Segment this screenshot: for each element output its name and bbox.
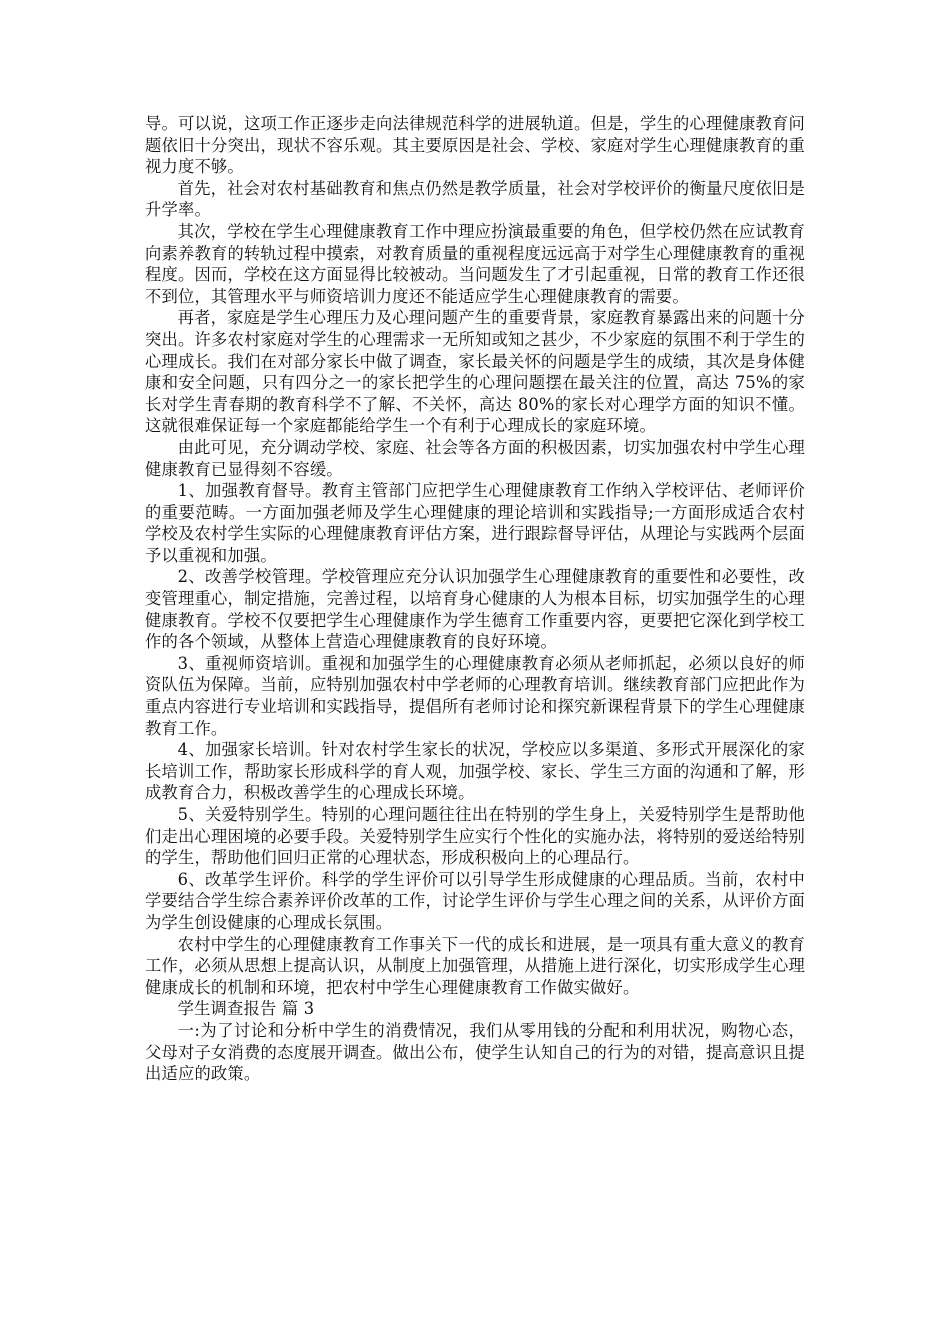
- paragraph-measure-2: 2、改善学校管理。学校管理应充分认识加强学生心理健康教育的重要性和必要性，改变管理重心，制定措施，完善过程，以培育身心健康的人为根本目标，切实加强学生的心理健康教育。学校不仅要把学生心理健康作为学生德育工作重要内容，更要把它深化到学校工作的各个领域，从整体上营造心理健康教育的良好环境。: [145, 567, 805, 652]
- paragraph-survey-intro: 一:为了讨论和分析中学生的消费情况，我们从零用钱的分配和利用状况，购物心态，父母对子女消费的态度展开调查。做出公布，使学生认知自己的行为的对错，提高意识且提出适应的政策。: [145, 1020, 805, 1084]
- paragraph-measure-1: 1、加强教育督导。教育主管部门应把学生心理健康教育工作纳入学校评估、老师评价的重要范畴。一方面加强老师及学生心理健康的理论培训和实践指导;一方面形成适合农村学校及农村学生实际的心理健康教育评估方案，进行跟踪督导评估，从理论与实践两个层面予以重视和加强。: [145, 481, 805, 565]
- paragraph-measure-6: 6、改革学生评价。科学的学生评价可以引导学生形成健康的心理品质。当前，农村中学要结合学生综合素养评价改革的工作，讨论学生评价与学生心理之间的关系，从评价方面为学生创设健康的心理成长氛围。: [145, 869, 805, 932]
- paragraph-continuation: 导。可以说，这项工作正逐步走向法律规范科学的进展轨道。但是，学生的心理健康教育问题依旧十分突出，现状不容乐观。其主要原因是社会、学校、家庭对学生心理健康教育的重视力度不够。: [145, 114, 805, 177]
- paragraph-measure-3: 3、重视师资培训。重视和加强学生的心理健康教育必须从老师抓起，必须以良好的师资队伍为保障。当前，应特别加强农村中学老师的心理教育培训。继续教育部门应把此作为重点内容进行专业培训和实践指导，提倡所有老师讨论和探究新课程背景下的学生心理健康教育工作。: [145, 653, 805, 738]
- section-heading: 学生调查报告 篇 3: [177, 999, 315, 1019]
- paragraph-family-factor: 再者，家庭是学生心理压力及心理问题产生的重要背景，家庭教育暴露出来的问题十分突出。许多农村家庭对学生的心理需求一无所知或知之甚少，不少家庭的氛围不利于学生的心理成长。我们在对部分家长中做了调查，家长最关怀的问题是学生的成绩，其次是身体健康和安全问题，只有四分之一的家长把学生的心理问题摆在最关注的位置，高达 75%的家长对学生青春期的教育科学不了解、不关怀，高达 80%的家长对心理学方面的知识不懂。这就很难保证每一个家庭都能给学生一个有利于心理成长的家庭环境。: [145, 308, 805, 436]
- document-body: [145, 113, 805, 1085]
- paragraph-social-factor: 首先，社会对农村基础教育和焦点仍然是教学质量，社会对学校评价的衡量尺度依旧是升学率。: [145, 178, 805, 220]
- paragraph-school-factor: 其次，学校在学生心理健康教育工作中理应扮演最重要的角色，但学校仍然在应试教育向素养教育的转轨过程中摸索，对教育质量的重视程度远远高于对学生心理健康教育的重视程度。因而，学校在这方面显得比较被动。当问题发生了才引起重视，日常的教育工作还很不到位，其管理水平与师资培训力度还不能适应学生心理健康教育的需要。: [145, 221, 805, 306]
- paragraph-conclusion-urgency: 由此可见，充分调动学校、家庭、社会等各方面的积极因素，切实加强农村中学生心理健康教育已显得刻不容缓。: [145, 437, 805, 479]
- paragraph-summary: 农村中学生的心理健康教育工作事关下一代的成长和进展，是一项具有重大意义的教育工作，必须从思想上提高认识，从制度上加强管理，从措施上进行深化，切实形成学生心理健康成长的机制和环境，把农村中学生心理健康教育工作做实做好。: [145, 934, 805, 997]
- paragraph-measure-4: 4、加强家长培训。针对农村学生家长的状况，学校应以多渠道、多形式开展深化的家长培训工作，帮助家长形成科学的育人观，加强学校、家长、学生三方面的沟通和了解，形成教育合力，积极改善学生的心理成长环境。: [145, 740, 805, 803]
- paragraph-measure-5: 5、关爱特别学生。特别的心理问题往往出在特别的学生身上，关爱特别学生是帮助他们走出心理困境的必要手段。关爱特别学生应实行个性化的实施办法，将特别的爱送给特别的学生，帮助他们回归正常的心理状态，形成积极向上的心理品行。: [145, 805, 805, 868]
